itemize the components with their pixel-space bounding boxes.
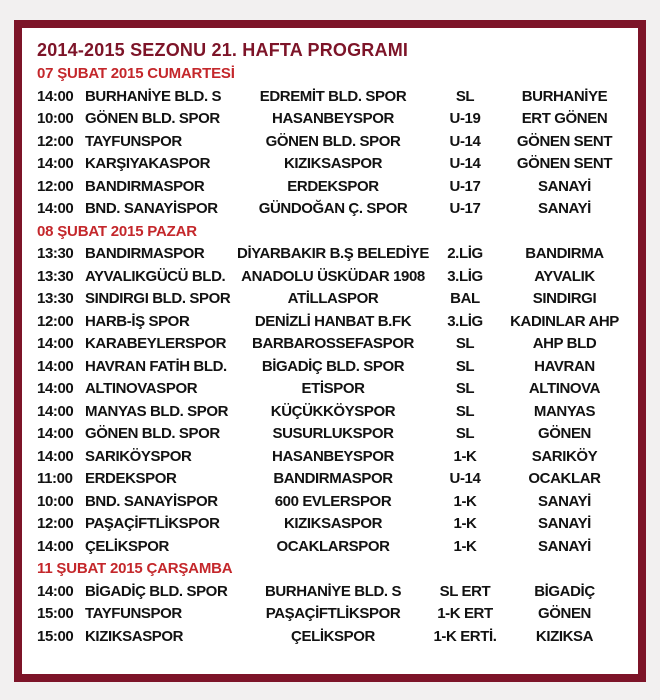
home-team: KIZIKSASPOR <box>85 627 184 645</box>
match-time: 14:00 <box>37 200 74 217</box>
home-team: TAYFUNSPOR <box>85 605 182 622</box>
league-label: 1-K ERTİ. <box>433 627 497 645</box>
match-row <box>37 468 632 491</box>
league-label: 2.LİG <box>447 245 483 262</box>
venue-label: GÖNEN SENT <box>516 155 613 172</box>
away-team: 600 EVLERSPOR <box>274 492 392 510</box>
home-team: GÖNEN BLD. SPOR <box>85 110 220 127</box>
league-label: U-14 <box>449 470 481 487</box>
match-row <box>37 356 632 379</box>
match-row <box>37 153 632 176</box>
venue-label: BURHANİYE <box>521 87 608 105</box>
match-time: 15:00 <box>37 627 74 645</box>
match-row <box>37 243 632 266</box>
venue-label: SARIKÖY <box>531 447 598 465</box>
venue-label: SINDIRGI <box>532 290 597 307</box>
home-team: ALTINOVASPOR <box>85 380 198 397</box>
away-team: ATİLLASPOR <box>287 290 379 307</box>
match-time: 14:00 <box>37 87 74 105</box>
match-time: 14:00 <box>37 335 74 352</box>
venue-label: GÖNEN <box>537 425 591 442</box>
match-time: 10:00 <box>37 110 74 127</box>
match-row <box>37 86 632 109</box>
venue-label: GÖNEN <box>537 605 591 622</box>
league-label: U-14 <box>449 132 481 150</box>
venue-label: SANAYİ <box>538 492 591 510</box>
away-team: KIZIKSASPOR <box>283 155 383 172</box>
match-time: 10:00 <box>37 492 74 510</box>
away-team: ERDEKSPOR <box>287 177 379 195</box>
match-row <box>37 423 632 446</box>
league-label: SL <box>455 335 475 352</box>
match-time: 13:30 <box>37 290 74 307</box>
home-team: HARB-İŞ SPOR <box>85 312 190 330</box>
league-label: 1-K <box>453 515 477 532</box>
match-time: 14:00 <box>37 447 74 465</box>
match-row <box>37 333 632 356</box>
match-time: 14:00 <box>37 402 74 420</box>
venue-label: SANAYİ <box>538 177 591 195</box>
home-team: KARŞIYAKASPOR <box>85 155 211 172</box>
match-row <box>37 288 632 311</box>
match-row <box>37 198 632 221</box>
match-time: 12:00 <box>37 177 74 195</box>
match-time: 14:00 <box>37 357 74 375</box>
venue-label: ERT GÖNEN <box>521 110 608 127</box>
match-row <box>37 108 632 131</box>
venue-label: ALTINOVA <box>528 380 601 397</box>
away-team: BİGADİÇ BLD. SPOR <box>261 357 405 375</box>
away-team: PAŞAÇİFTLİKSPOR <box>265 605 401 622</box>
league-label: SL ERT <box>439 582 491 600</box>
page-title: 2014-2015 SEZONU 21. HAFTA PROGRAMI <box>37 40 409 60</box>
venue-label: BANDIRMA <box>525 245 604 262</box>
section-date: 11 ŞUBAT 2015 ÇARŞAMBA <box>37 560 233 577</box>
match-time: 12:00 <box>37 132 74 150</box>
match-row <box>37 131 632 154</box>
venue-label: GÖNEN SENT <box>516 132 613 150</box>
away-team: EDREMİT BLD. SPOR <box>259 87 407 105</box>
league-label: SL <box>455 357 475 375</box>
league-label: SL <box>455 425 475 442</box>
home-team: ERDEKSPOR <box>85 470 177 487</box>
home-team: AYVALIKGÜCÜ BLD. <box>85 267 226 285</box>
home-team: BANDIRMASPOR <box>85 177 205 195</box>
home-team: ÇELİKSPOR <box>85 537 169 555</box>
match-row <box>37 266 632 289</box>
home-team: BND. SANAYİSPOR <box>85 492 218 510</box>
match-row <box>37 176 632 199</box>
venue-label: MANYAS <box>533 402 596 420</box>
match-time: 13:30 <box>37 245 74 262</box>
away-team: OCAKLARSPOR <box>276 537 390 555</box>
league-label: BAL <box>450 290 480 307</box>
match-time: 15:00 <box>37 605 74 622</box>
home-team: BND. SANAYİSPOR <box>85 200 218 217</box>
league-label: U-19 <box>449 110 481 127</box>
home-team: PAŞAÇİFTLİKSPOR <box>85 515 220 532</box>
league-label: 3.LİG <box>447 267 483 285</box>
match-time: 14:00 <box>37 155 74 172</box>
venue-label: SANAYİ <box>538 200 591 217</box>
away-team: KIZIKSASPOR <box>283 515 383 532</box>
match-time: 14:00 <box>37 380 74 397</box>
program-frame <box>14 20 646 682</box>
match-row <box>37 536 632 559</box>
match-time: 12:00 <box>37 515 74 532</box>
venue-label: AYVALIK <box>534 267 595 285</box>
away-team: ÇELİKSPOR <box>291 627 375 645</box>
match-row <box>37 581 632 604</box>
league-label: U-14 <box>449 155 481 172</box>
match-row <box>37 626 632 649</box>
section-date: 08 ŞUBAT 2015 PAZAR <box>37 222 197 240</box>
match-row <box>37 401 632 424</box>
venue-label: HAVRAN <box>534 357 595 375</box>
match-time: 14:00 <box>37 537 74 555</box>
away-team: GÜNDOĞAN Ç. SPOR <box>258 200 408 217</box>
home-team: SARIKÖYSPOR <box>85 447 192 465</box>
league-label: SL <box>455 87 475 105</box>
league-label: SL <box>455 380 475 397</box>
away-team: GÖNEN BLD. SPOR <box>265 132 401 150</box>
league-label: 3.LİG <box>447 312 483 330</box>
league-label: 1-K ERT <box>437 605 493 622</box>
match-row <box>37 446 632 469</box>
match-time: 11:00 <box>37 470 73 487</box>
league-label: SL <box>455 402 475 420</box>
away-team: BANDIRMASPOR <box>273 470 393 487</box>
venue-label: KADINLAR AHP <box>510 312 619 330</box>
match-row <box>37 603 632 626</box>
match-row <box>37 378 632 401</box>
home-team: HAVRAN FATİH BLD. <box>85 357 227 375</box>
venue-label: OCAKLAR <box>528 470 601 487</box>
program-content <box>22 28 638 648</box>
away-team: SUSURLUKSPOR <box>272 425 394 442</box>
league-label: 1-K <box>453 447 477 465</box>
section-date: 07 ŞUBAT 2015 CUMARTESİ <box>37 65 235 82</box>
match-row <box>37 491 632 514</box>
away-team: BARBAROSSEFASPOR <box>252 335 414 352</box>
venue-label: KIZIKSA <box>535 627 594 645</box>
match-row <box>37 311 632 334</box>
league-label: U-17 <box>449 200 481 217</box>
home-team: GÖNEN BLD. SPOR <box>85 425 220 442</box>
match-time: 13:30 <box>37 267 74 285</box>
away-team: HASANBEYSPOR <box>272 447 394 465</box>
home-team: MANYAS BLD. SPOR <box>85 402 229 420</box>
away-team: DİYARBAKIR B.Ş BELEDİYE <box>237 245 429 262</box>
schedule-list <box>37 63 632 648</box>
home-team: KARABEYLERSPOR <box>85 335 227 352</box>
home-team: BANDIRMASPOR <box>85 245 205 262</box>
match-time: 14:00 <box>37 425 74 442</box>
venue-label: AHP BLD <box>532 335 597 352</box>
venue-label: SANAYİ <box>538 515 591 532</box>
away-team: HASANBEYSPOR <box>272 110 394 127</box>
match-time: 12:00 <box>37 312 74 330</box>
away-team: ETİSPOR <box>301 380 365 397</box>
match-row <box>37 513 632 536</box>
away-team: BURHANİYE BLD. S <box>264 582 402 600</box>
home-team: TAYFUNSPOR <box>85 132 182 150</box>
venue-label: SANAYİ <box>538 537 591 555</box>
home-team: BİGADİÇ BLD. SPOR <box>85 582 228 600</box>
league-label: 1-K <box>453 537 477 555</box>
league-label: U-17 <box>449 177 481 195</box>
away-team: DENİZLİ HANBAT B.FK <box>254 312 412 330</box>
away-team: ANADOLU ÜSKÜDAR 1908 <box>241 267 425 285</box>
home-team: SINDIRGI BLD. SPOR <box>85 290 231 307</box>
venue-label: BİGADİÇ <box>534 582 595 600</box>
away-team: KÜÇÜKKÖYSPOR <box>270 402 396 420</box>
league-label: 1-K <box>453 492 477 510</box>
home-team: BURHANİYE BLD. S <box>85 87 222 105</box>
match-time: 14:00 <box>37 582 74 600</box>
